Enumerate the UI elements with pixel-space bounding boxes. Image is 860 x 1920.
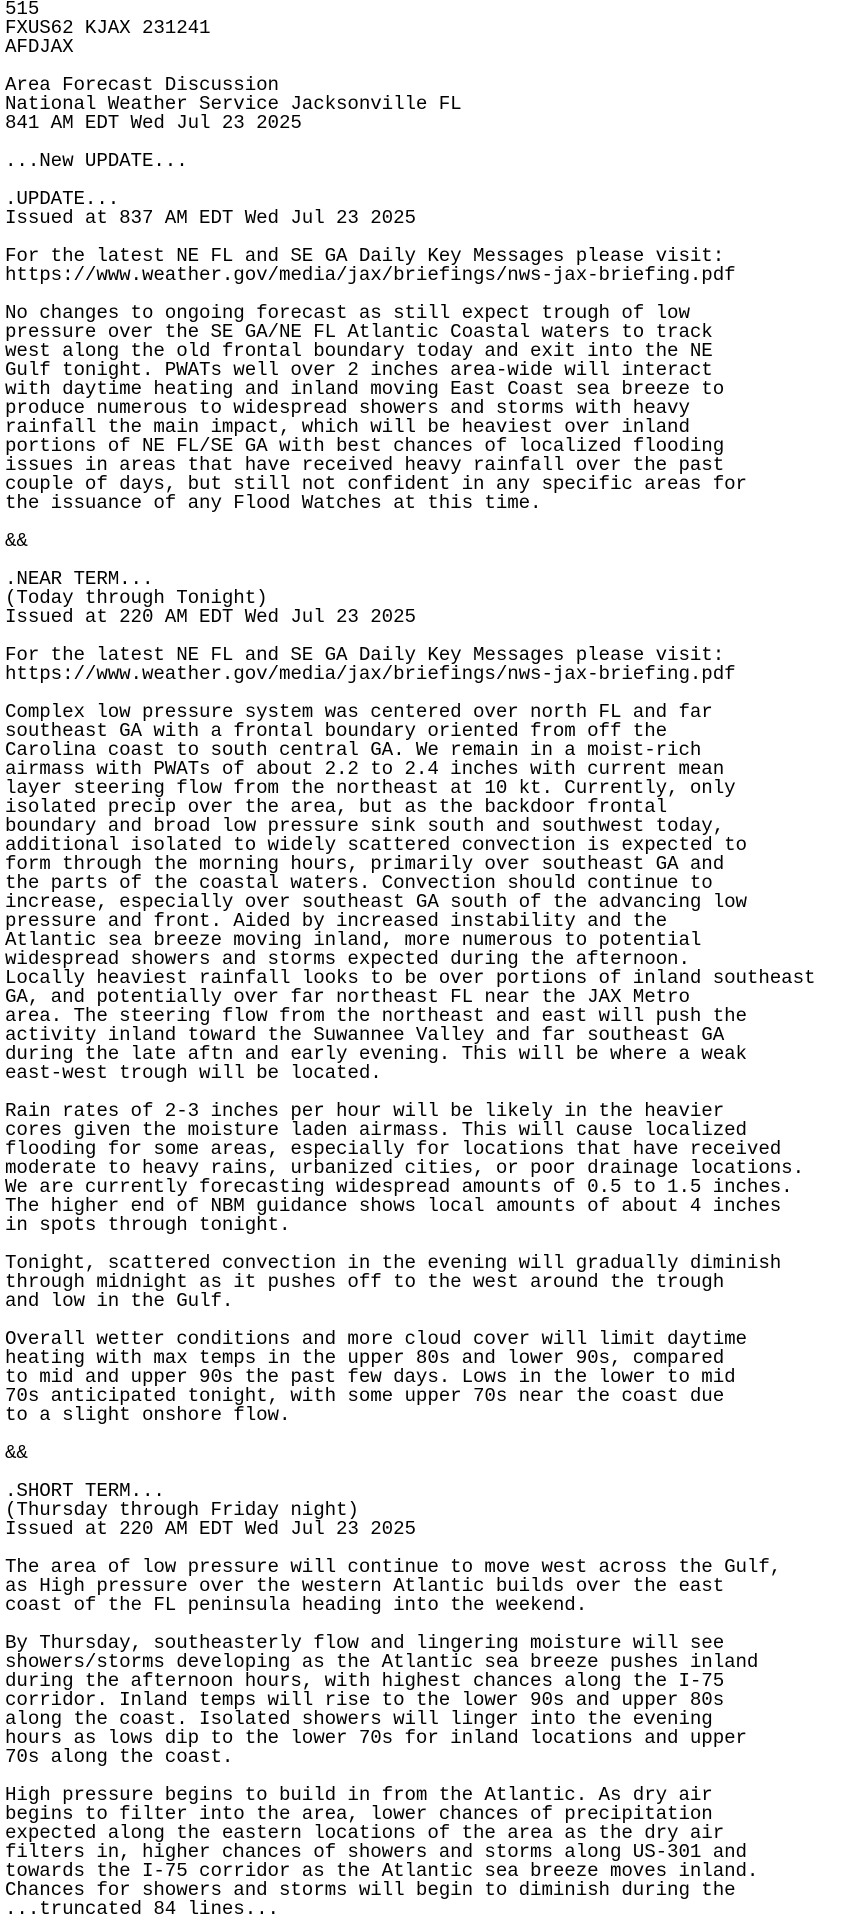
- short-term-text-line: along the coast. Isolated showers will linger into the evening: [5, 1708, 713, 1730]
- short-term-text-line: The area of low pressure will continue to move west across the Gulf,: [5, 1556, 782, 1578]
- near-term-text-line: activity inland toward the Suwannee Valley and far southeast GA: [5, 1024, 725, 1046]
- product-title: Area Forecast Discussion: [5, 74, 279, 96]
- near-term-text-line: moderate to heavy rains, urbanized cities, or poor drainage locations.: [5, 1157, 805, 1179]
- near-term-text-line: to a slight onshore flow.: [5, 1404, 291, 1426]
- near-term-text-line: southeast GA with a frontal boundary oriented from off the: [5, 720, 668, 742]
- near-term-text-line: Overall wetter conditions and more cloud cover will limit daytime: [5, 1328, 747, 1350]
- near-term-text-line: during the late aftn and early evening. This will be where a weak: [5, 1043, 747, 1065]
- near-term-text-line: GA, and potentially over far northeast FL near the JAX Metro: [5, 986, 690, 1008]
- update-banner: ...New UPDATE...: [5, 150, 188, 172]
- near-term-text-line: and low in the Gulf.: [5, 1290, 234, 1312]
- near-term-briefing-url[interactable]: https://www.weather.gov/media/jax/briefings/nws-jax-briefing.pdf: [5, 663, 736, 685]
- short-term-text-line: coast of the FL peninsula heading into the weekend.: [5, 1594, 588, 1616]
- near-term-text-line: We are currently forecasting widespread amounts of 0.5 to 1.5 inches.: [5, 1176, 793, 1198]
- blank-line: [5, 1425, 860, 1444]
- update-text-line: Gulf tonight. PWATs well over 2 inches area-wide will interact: [5, 359, 713, 381]
- near-term-text-line: Atlantic sea breeze moving inland, more numerous to potential: [5, 929, 702, 951]
- short-term-text-line: as High pressure over the western Atlantic builds over the east: [5, 1575, 725, 1597]
- short-term-text-line: expected along the eastern locations of the area as the dry air: [5, 1822, 725, 1844]
- near-term-text-line: layer steering flow from the northeast at 10 kt. Currently, only: [5, 777, 736, 799]
- near-term-text-line: The higher end of NBM guidance shows local amounts of about 4 inches: [5, 1195, 782, 1217]
- near-term-text-line: heating with max temps in the upper 80s and lower 90s, compared: [5, 1347, 725, 1369]
- short-term-heading: .SHORT TERM...: [5, 1480, 165, 1502]
- wmo-header: FXUS62 KJAX 231241: [5, 17, 211, 39]
- update-text-line: No changes to ongoing forecast as still expect trough of low: [5, 302, 690, 324]
- update-text-line: portions of NE FL/SE GA with best chances of localized flooding: [5, 435, 725, 457]
- short-term-text-line: begins to filter into the area, lower chances of precipitation: [5, 1803, 713, 1825]
- near-term-key-messages-line: For the latest NE FL and SE GA Daily Key Messages please visit:: [5, 644, 725, 666]
- near-term-text-line: Tonight, scattered convection in the evening will gradually diminish: [5, 1252, 782, 1274]
- near-term-text-line: Locally heaviest rainfall looks to be over portions of inland southeast: [5, 967, 816, 989]
- near-term-text-line: east-west trough will be located.: [5, 1062, 382, 1084]
- short-term-issued: Issued at 220 AM EDT Wed Jul 23 2025: [5, 1518, 416, 1540]
- short-term-period: (Thursday through Friday night): [5, 1499, 359, 1521]
- short-term-text-line: By Thursday, southeasterly flow and lingering moisture will see: [5, 1632, 725, 1654]
- update-text-line: produce numerous to widespread showers and storms with heavy: [5, 397, 690, 419]
- near-term-text-line: in spots through tonight.: [5, 1214, 291, 1236]
- near-term-period: (Today through Tonight): [5, 587, 268, 609]
- short-term-text-line: hours as lows dip to the lower 70s for inland locations and upper: [5, 1727, 747, 1749]
- issue-time: 841 AM EDT Wed Jul 23 2025: [5, 112, 302, 134]
- short-term-text-line: during the afternoon hours, with highest chances along the I-75: [5, 1670, 725, 1692]
- near-term-text-line: through midnight as it pushes off to the west around the trough: [5, 1271, 725, 1293]
- near-term-heading: .NEAR TERM...: [5, 568, 154, 590]
- update-key-messages-line: For the latest NE FL and SE GA Daily Key Messages please visit:: [5, 245, 725, 267]
- near-term-text-line: widespread showers and storms expected during the afternoon.: [5, 948, 690, 970]
- office-name: National Weather Service Jacksonville FL: [5, 93, 462, 115]
- near-term-text-line: Carolina coast to south central GA. We remain in a moist-rich: [5, 739, 702, 761]
- near-term-text-line: cores given the moisture laden airmass. This will cause localized: [5, 1119, 747, 1141]
- near-term-text-line: increase, especially over southeast GA south of the advancing low: [5, 891, 747, 913]
- near-term-text-line: boundary and broad low pressure sink south and southwest today,: [5, 815, 725, 837]
- near-term-text-line: Rain rates of 2-3 inches per hour will be likely in the heavier: [5, 1100, 725, 1122]
- update-text-line: rainfall the main impact, which will be heaviest over inland: [5, 416, 690, 438]
- update-text-line: the issuance of any Flood Watches at this time.: [5, 492, 542, 514]
- near-term-text-line: flooding for some areas, especially for locations that have received: [5, 1138, 782, 1160]
- update-text-line: west along the old frontal boundary today and exit into the NE: [5, 340, 713, 362]
- section-separator: &&: [5, 530, 28, 552]
- near-term-text-line: 70s anticipated tonight, with some upper 70s near the coast due: [5, 1385, 725, 1407]
- near-term-text-line: the parts of the coastal waters. Convection should continue to: [5, 872, 713, 894]
- short-term-text-line: 70s along the coast.: [5, 1746, 234, 1768]
- near-term-text-line: to mid and upper 90s the past few days. Lows in the lower to mid: [5, 1366, 736, 1388]
- blank-line: [5, 171, 860, 190]
- short-term-text-line: showers/storms developing as the Atlantic sea breeze pushes inland: [5, 1651, 759, 1673]
- short-term-text-line: Chances for showers and storms will begin to diminish during the: [5, 1879, 736, 1901]
- near-term-text-line: area. The steering flow from the northeast and east will push the: [5, 1005, 747, 1027]
- near-term-text-line: Complex low pressure system was centered over north FL and far: [5, 701, 713, 723]
- update-heading: .UPDATE...: [5, 188, 120, 210]
- section-separator: &&: [5, 1442, 28, 1464]
- blank-line: [5, 513, 860, 532]
- update-issued: Issued at 837 AM EDT Wed Jul 23 2025: [5, 207, 416, 229]
- update-text-line: pressure over the SE GA/NE FL Atlantic Coastal waters to track: [5, 321, 713, 343]
- update-briefing-url[interactable]: https://www.weather.gov/media/jax/briefings/nws-jax-briefing.pdf: [5, 264, 736, 286]
- near-term-text-line: airmass with PWATs of about 2.2 to 2.4 inches with current mean: [5, 758, 725, 780]
- short-term-text-line: filters in, higher chances of showers and storms along US-301 and: [5, 1841, 747, 1863]
- update-text-line: with daytime heating and inland moving East Coast sea breeze to: [5, 378, 725, 400]
- update-text-line: issues in areas that have received heavy rainfall over the past: [5, 454, 725, 476]
- update-text-line: couple of days, but still not confident in any specific areas for: [5, 473, 747, 495]
- truncation-notice: ...truncated 84 lines...: [5, 1898, 279, 1920]
- near-term-text-line: additional isolated to widely scattered convection is expected to: [5, 834, 747, 856]
- short-term-text-line: corridor. Inland temps will rise to the lower 90s and upper 80s: [5, 1689, 725, 1711]
- near-term-text-line: pressure and front. Aided by increased instability and the: [5, 910, 668, 932]
- sequence-number: 515: [5, 0, 40, 20]
- near-term-issued: Issued at 220 AM EDT Wed Jul 23 2025: [5, 606, 416, 628]
- short-term-text-line: towards the I-75 corridor as the Atlantic sea breeze moves inland.: [5, 1860, 759, 1882]
- short-term-text-line: High pressure begins to build in from the Atlantic. As dry air: [5, 1784, 713, 1806]
- awips-id: AFDJAX: [5, 36, 74, 58]
- near-term-text-line: isolated precip over the area, but as the backdoor frontal: [5, 796, 668, 818]
- near-term-text-line: form through the morning hours, primarily over southeast GA and: [5, 853, 725, 875]
